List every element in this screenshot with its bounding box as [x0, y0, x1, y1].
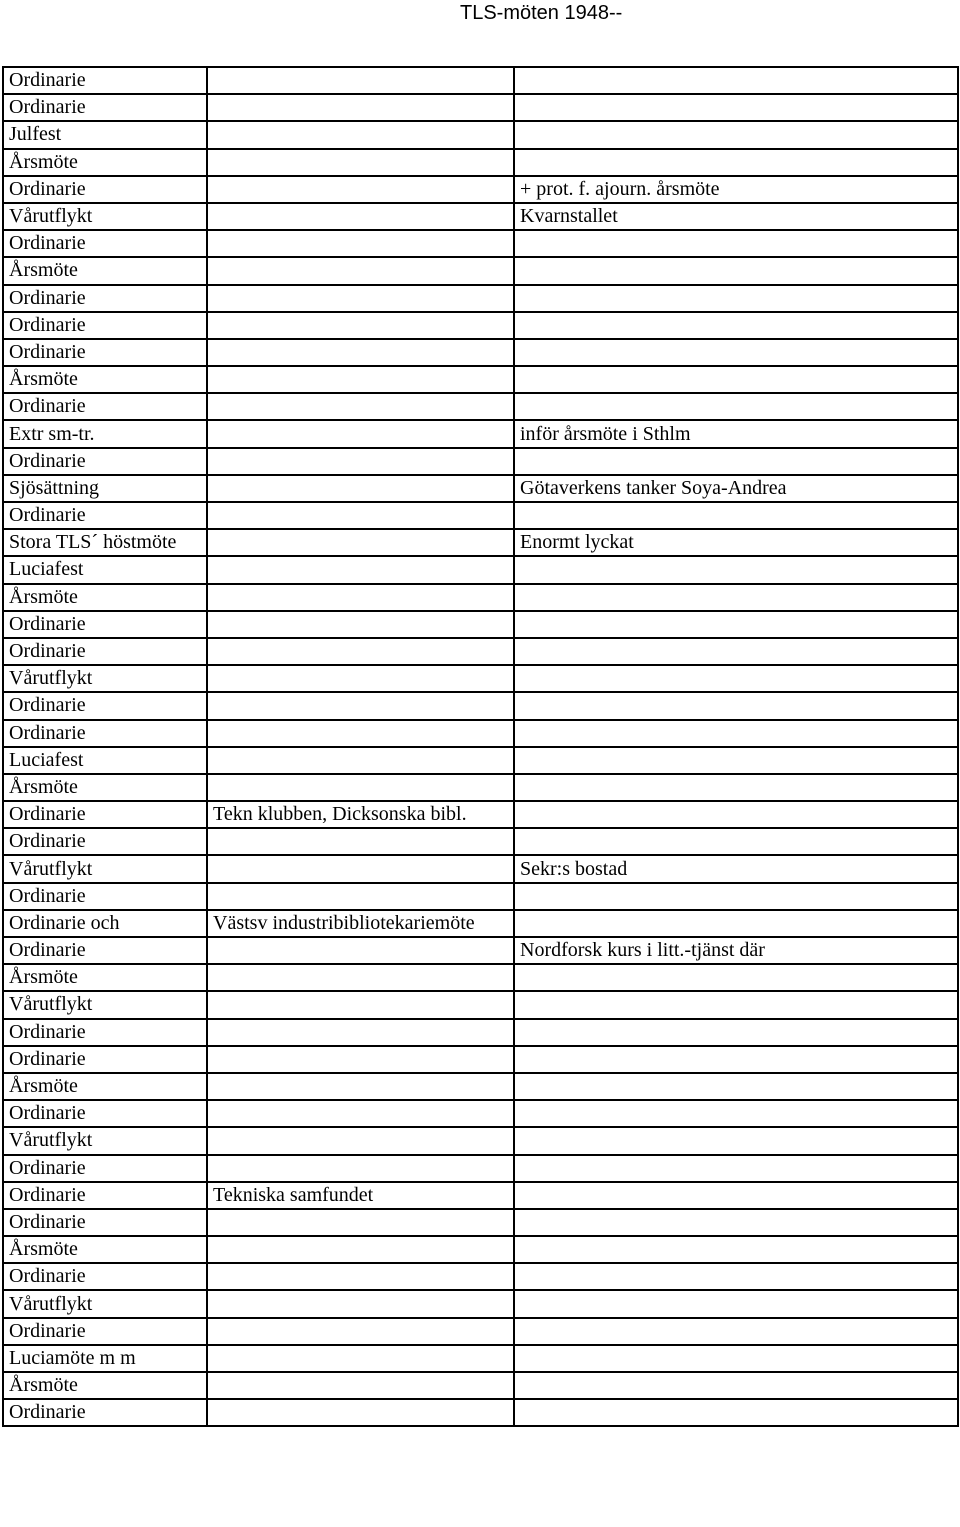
note-cell: Nordforsk kurs i litt.-tjänst där	[514, 937, 958, 964]
location-cell	[207, 665, 514, 692]
location-cell	[207, 339, 514, 366]
table-row	[3, 883, 958, 910]
location-cell	[207, 312, 514, 339]
meeting-type-cell: Vårutflykt	[3, 855, 207, 882]
table-row	[3, 774, 958, 801]
note-cell	[514, 584, 958, 611]
note-cell	[514, 1399, 958, 1426]
meeting-type-cell: Vårutflykt	[3, 991, 207, 1018]
meeting-type-cell: Stora TLS´ höstmöte	[3, 529, 207, 556]
note-cell	[514, 720, 958, 747]
meeting-type-cell: Luciafest	[3, 747, 207, 774]
table-row	[3, 584, 958, 611]
meeting-type-cell: Årsmöte	[3, 366, 207, 393]
note-cell	[514, 121, 958, 148]
table-row	[3, 339, 958, 366]
page-header-title: TLS-möten 1948--	[460, 2, 623, 24]
note-cell	[514, 1127, 958, 1154]
table-row	[3, 285, 958, 312]
meeting-type-cell: Ordinarie	[3, 393, 207, 420]
location-cell	[207, 611, 514, 638]
meeting-type-cell: Årsmöte	[3, 964, 207, 991]
location-cell	[207, 747, 514, 774]
meeting-type-cell: Ordinarie	[3, 1019, 207, 1046]
meeting-type-cell: Extr sm-tr.	[3, 420, 207, 447]
note-cell	[514, 1290, 958, 1317]
note-cell: inför årsmöte i Sthlm	[514, 420, 958, 447]
meeting-type-cell: Ordinarie	[3, 638, 207, 665]
note-cell	[514, 1263, 958, 1290]
meeting-type-cell: Ordinarie	[3, 285, 207, 312]
note-cell	[514, 1073, 958, 1100]
note-cell	[514, 366, 958, 393]
note-cell	[514, 747, 958, 774]
meeting-type-cell: Ordinarie	[3, 176, 207, 203]
location-cell	[207, 475, 514, 502]
location-cell	[207, 393, 514, 420]
location-cell	[207, 529, 514, 556]
meeting-type-cell: Ordinarie och	[3, 910, 207, 937]
table-row	[3, 257, 958, 284]
meeting-type-cell: Julfest	[3, 121, 207, 148]
location-cell	[207, 1155, 514, 1182]
note-cell	[514, 1100, 958, 1127]
note-cell	[514, 556, 958, 583]
location-cell	[207, 230, 514, 257]
note-cell	[514, 94, 958, 121]
table-row	[3, 393, 958, 420]
table-row	[3, 1019, 958, 1046]
meeting-type-cell: Ordinarie	[3, 1209, 207, 1236]
table-row	[3, 720, 958, 747]
location-cell	[207, 1399, 514, 1426]
note-cell	[514, 1046, 958, 1073]
location-cell	[207, 94, 514, 121]
location-cell	[207, 1263, 514, 1290]
note-cell	[514, 1318, 958, 1345]
note-cell	[514, 1019, 958, 1046]
location-cell	[207, 720, 514, 747]
table-row	[3, 203, 958, 230]
table-row	[3, 502, 958, 529]
meeting-type-cell: Ordinarie	[3, 1100, 207, 1127]
table-row	[3, 1046, 958, 1073]
note-cell	[514, 828, 958, 855]
table-row	[3, 1399, 958, 1426]
table-row	[3, 1127, 958, 1154]
meeting-type-cell: Ordinarie	[3, 1155, 207, 1182]
table-row	[3, 1236, 958, 1263]
location-cell	[207, 964, 514, 991]
meeting-type-cell: Årsmöte	[3, 584, 207, 611]
table-row	[3, 665, 958, 692]
meeting-type-cell: Ordinarie	[3, 611, 207, 638]
meeting-type-cell: Ordinarie	[3, 828, 207, 855]
table-row	[3, 801, 958, 828]
table-row	[3, 991, 958, 1018]
location-cell	[207, 855, 514, 882]
location-cell	[207, 991, 514, 1018]
location-cell	[207, 67, 514, 94]
table-row	[3, 1263, 958, 1290]
meeting-type-cell: Vårutflykt	[3, 1127, 207, 1154]
meeting-type-cell: Ordinarie	[3, 230, 207, 257]
note-cell: Sekr:s bostad	[514, 855, 958, 882]
meeting-type-cell: Ordinarie	[3, 1046, 207, 1073]
table-row	[3, 828, 958, 855]
location-cell	[207, 176, 514, 203]
note-cell	[514, 1209, 958, 1236]
note-cell	[514, 611, 958, 638]
note-cell: + prot. f. ajourn. årsmöte	[514, 176, 958, 203]
meeting-type-cell: Ordinarie	[3, 312, 207, 339]
note-cell	[514, 1155, 958, 1182]
table-row	[3, 366, 958, 393]
table-row	[3, 1182, 958, 1209]
table-row	[3, 910, 958, 937]
note-cell	[514, 67, 958, 94]
note-cell	[514, 339, 958, 366]
note-cell	[514, 964, 958, 991]
location-cell	[207, 638, 514, 665]
meetings-table	[2, 66, 959, 1427]
location-cell	[207, 448, 514, 475]
meeting-type-cell: Ordinarie	[3, 502, 207, 529]
note-cell	[514, 1236, 958, 1263]
table-row	[3, 312, 958, 339]
table-row	[3, 1209, 958, 1236]
location-cell	[207, 1100, 514, 1127]
meetings-table-body	[3, 67, 958, 1426]
note-cell	[514, 1182, 958, 1209]
location-cell	[207, 502, 514, 529]
location-cell: Västsv industribibliotekariemöte	[207, 910, 514, 937]
location-cell	[207, 203, 514, 230]
meeting-type-cell: Luciafest	[3, 556, 207, 583]
note-cell	[514, 502, 958, 529]
meeting-type-cell: Vårutflykt	[3, 203, 207, 230]
table-row	[3, 638, 958, 665]
table-row	[3, 230, 958, 257]
location-cell	[207, 1019, 514, 1046]
note-cell	[514, 991, 958, 1018]
note-cell	[514, 1372, 958, 1399]
location-cell	[207, 883, 514, 910]
location-cell	[207, 366, 514, 393]
location-cell	[207, 121, 514, 148]
meeting-type-cell: Årsmöte	[3, 774, 207, 801]
note-cell	[514, 285, 958, 312]
table-row	[3, 964, 958, 991]
location-cell: Tekniska samfundet	[207, 1182, 514, 1209]
location-cell	[207, 774, 514, 801]
location-cell	[207, 149, 514, 176]
location-cell	[207, 1073, 514, 1100]
location-cell	[207, 1127, 514, 1154]
table-row	[3, 1100, 958, 1127]
location-cell	[207, 1046, 514, 1073]
table-row	[3, 855, 958, 882]
note-cell	[514, 257, 958, 284]
note-cell	[514, 1345, 958, 1372]
meeting-type-cell: Ordinarie	[3, 937, 207, 964]
table-row	[3, 448, 958, 475]
meeting-type-cell: Vårutflykt	[3, 665, 207, 692]
note-cell	[514, 230, 958, 257]
note-cell	[514, 312, 958, 339]
location-cell	[207, 420, 514, 447]
table-row	[3, 149, 958, 176]
meeting-type-cell: Ordinarie	[3, 67, 207, 94]
location-cell	[207, 584, 514, 611]
meeting-type-cell: Ordinarie	[3, 883, 207, 910]
location-cell	[207, 1236, 514, 1263]
note-cell	[514, 883, 958, 910]
table-row	[3, 67, 958, 94]
table-row	[3, 94, 958, 121]
meeting-type-cell: Årsmöte	[3, 1236, 207, 1263]
note-cell	[514, 448, 958, 475]
note-cell	[514, 910, 958, 937]
meeting-type-cell: Ordinarie	[3, 1399, 207, 1426]
table-row	[3, 1073, 958, 1100]
location-cell	[207, 285, 514, 312]
table-row	[3, 176, 958, 203]
note-cell	[514, 393, 958, 420]
location-cell	[207, 937, 514, 964]
table-row	[3, 1155, 958, 1182]
note-cell	[514, 149, 958, 176]
location-cell: Tekn klubben, Dicksonska bibl.	[207, 801, 514, 828]
location-cell	[207, 1209, 514, 1236]
note-cell	[514, 692, 958, 719]
location-cell	[207, 1345, 514, 1372]
location-cell	[207, 1372, 514, 1399]
meeting-type-cell: Årsmöte	[3, 1073, 207, 1100]
table-row	[3, 556, 958, 583]
meeting-type-cell: Ordinarie	[3, 801, 207, 828]
location-cell	[207, 692, 514, 719]
note-cell	[514, 665, 958, 692]
table-row	[3, 747, 958, 774]
note-cell	[514, 774, 958, 801]
table-row	[3, 937, 958, 964]
meeting-type-cell: Ordinarie	[3, 94, 207, 121]
table-row	[3, 1318, 958, 1345]
table-row	[3, 692, 958, 719]
meeting-type-cell: Årsmöte	[3, 149, 207, 176]
table-row	[3, 1290, 958, 1317]
table-row	[3, 1345, 958, 1372]
meeting-type-cell: Ordinarie	[3, 1318, 207, 1345]
meeting-type-cell: Luciamöte m m	[3, 1345, 207, 1372]
location-cell	[207, 556, 514, 583]
location-cell	[207, 1290, 514, 1317]
note-cell	[514, 638, 958, 665]
table-row	[3, 529, 958, 556]
meeting-type-cell: Årsmöte	[3, 1372, 207, 1399]
table-row	[3, 1372, 958, 1399]
note-cell: Götaverkens tanker Soya-Andrea	[514, 475, 958, 502]
table-row	[3, 475, 958, 502]
location-cell	[207, 1318, 514, 1345]
meeting-type-cell: Ordinarie	[3, 692, 207, 719]
location-cell	[207, 257, 514, 284]
table-row	[3, 420, 958, 447]
meeting-type-cell: Ordinarie	[3, 1263, 207, 1290]
note-cell	[514, 801, 958, 828]
table-row	[3, 611, 958, 638]
meeting-type-cell: Vårutflykt	[3, 1290, 207, 1317]
note-cell: Enormt lyckat	[514, 529, 958, 556]
note-cell: Kvarnstallet	[514, 203, 958, 230]
meeting-type-cell: Ordinarie	[3, 720, 207, 747]
meeting-type-cell: Ordinarie	[3, 1182, 207, 1209]
meeting-type-cell: Ordinarie	[3, 448, 207, 475]
table-row	[3, 121, 958, 148]
meeting-type-cell: Ordinarie	[3, 339, 207, 366]
meeting-type-cell: Årsmöte	[3, 257, 207, 284]
location-cell	[207, 828, 514, 855]
meeting-type-cell: Sjösättning	[3, 475, 207, 502]
